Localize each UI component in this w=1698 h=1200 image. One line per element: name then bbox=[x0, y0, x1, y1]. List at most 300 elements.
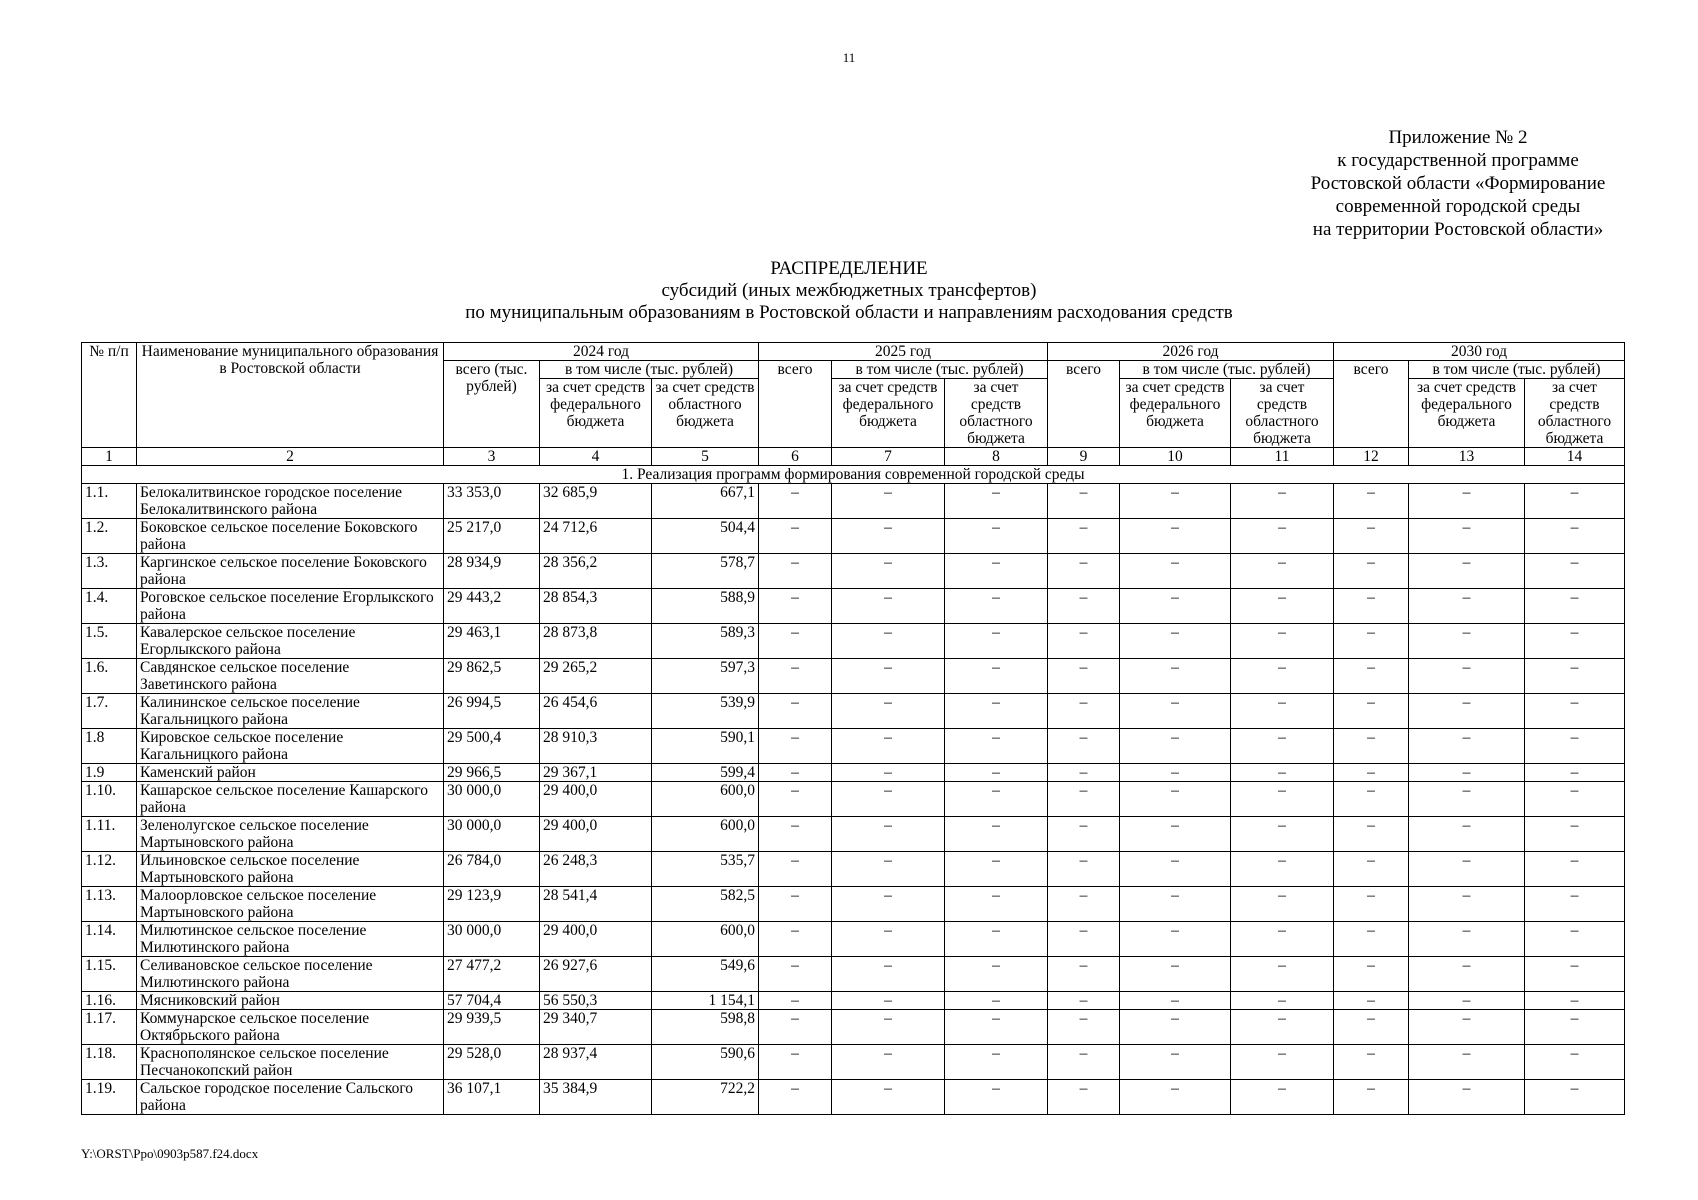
empty-value-dash: – bbox=[1120, 992, 1231, 1010]
regional-2024: 599,4 bbox=[652, 764, 759, 782]
empty-value-dash: – bbox=[1048, 782, 1120, 817]
table-row bbox=[82, 589, 1625, 624]
municipality-name: Милютинское сельское поселение Милютинского района bbox=[137, 922, 444, 957]
header-regional: за счет средств областного бюджета bbox=[1231, 379, 1334, 448]
empty-value-dash: – bbox=[1409, 817, 1525, 852]
table-row bbox=[82, 694, 1625, 729]
empty-value-dash: – bbox=[1231, 484, 1334, 519]
empty-value-dash: – bbox=[832, 694, 945, 729]
federal-2024: 26 454,6 bbox=[540, 694, 652, 729]
empty-value-dash: – bbox=[1409, 519, 1525, 554]
empty-value-dash: – bbox=[1334, 992, 1409, 1010]
municipality-name: Каргинское сельское поселение Боковского района bbox=[137, 554, 444, 589]
empty-value-dash: – bbox=[945, 764, 1048, 782]
empty-value-dash: – bbox=[1120, 922, 1231, 957]
regional-2024: 597,3 bbox=[652, 659, 759, 694]
empty-value-dash: – bbox=[759, 589, 832, 624]
table-row bbox=[82, 852, 1625, 887]
regional-2024: 549,6 bbox=[652, 957, 759, 992]
empty-value-dash: – bbox=[832, 729, 945, 764]
table-row bbox=[82, 1010, 1625, 1045]
empty-value-dash: – bbox=[832, 554, 945, 589]
empty-value-dash: – bbox=[832, 1080, 945, 1115]
empty-value-dash: – bbox=[1525, 729, 1625, 764]
table-row bbox=[82, 957, 1625, 992]
header-year-2026: 2026 год bbox=[1048, 343, 1334, 361]
empty-value-dash: – bbox=[759, 729, 832, 764]
empty-value-dash: – bbox=[1120, 554, 1231, 589]
municipality-name: Сальское городское поселение Сальского района bbox=[137, 1080, 444, 1115]
regional-2024: 539,9 bbox=[652, 694, 759, 729]
empty-value-dash: – bbox=[1525, 589, 1625, 624]
empty-value-dash: – bbox=[945, 887, 1048, 922]
table-row bbox=[82, 992, 1625, 1010]
empty-value-dash: – bbox=[1120, 589, 1231, 624]
table-row bbox=[82, 1045, 1625, 1080]
column-number: 7 bbox=[832, 448, 945, 466]
empty-value-dash: – bbox=[832, 922, 945, 957]
total-2024: 29 463,1 bbox=[444, 624, 540, 659]
total-2024: 29 966,5 bbox=[444, 764, 540, 782]
column-number: 9 bbox=[1048, 448, 1120, 466]
empty-value-dash: – bbox=[1231, 922, 1334, 957]
header-federal: за счет средств федерального бюджета bbox=[1120, 379, 1231, 448]
row-number: 1.14. bbox=[82, 922, 137, 957]
appendix-line: Приложение № 2 bbox=[1388, 127, 1528, 148]
empty-value-dash: – bbox=[1409, 1080, 1525, 1115]
empty-value-dash: – bbox=[1334, 694, 1409, 729]
empty-value-dash: – bbox=[1231, 624, 1334, 659]
empty-value-dash: – bbox=[945, 519, 1048, 554]
empty-value-dash: – bbox=[1409, 589, 1525, 624]
empty-value-dash: – bbox=[1334, 659, 1409, 694]
row-number: 1.8 bbox=[82, 729, 137, 764]
empty-value-dash: – bbox=[759, 764, 832, 782]
row-number: 1.7. bbox=[82, 694, 137, 729]
total-2024: 29 443,2 bbox=[444, 589, 540, 624]
header-col-name: Наименование муниципального образования в Ростовской области bbox=[137, 343, 444, 448]
empty-value-dash: – bbox=[832, 817, 945, 852]
municipality-name: Кашарское сельское поселение Кашарского района bbox=[137, 782, 444, 817]
municipality-name: Савдянское сельское поселение Заветинского района bbox=[137, 659, 444, 694]
table-header bbox=[82, 343, 1625, 466]
empty-value-dash: – bbox=[1334, 817, 1409, 852]
header-regional: за счет средств областного бюджета bbox=[1525, 379, 1625, 448]
empty-value-dash: – bbox=[759, 624, 832, 659]
federal-2024: 28 873,8 bbox=[540, 624, 652, 659]
total-2024: 28 934,9 bbox=[444, 554, 540, 589]
empty-value-dash: – bbox=[1231, 729, 1334, 764]
total-2024: 29 500,4 bbox=[444, 729, 540, 764]
empty-value-dash: – bbox=[1048, 659, 1120, 694]
federal-2024: 28 541,4 bbox=[540, 887, 652, 922]
empty-value-dash: – bbox=[1525, 1080, 1625, 1115]
empty-value-dash: – bbox=[1120, 852, 1231, 887]
empty-value-dash: – bbox=[759, 1080, 832, 1115]
appendix-line: современной городской среды bbox=[1335, 196, 1581, 217]
empty-value-dash: – bbox=[1525, 694, 1625, 729]
column-number: 3 bbox=[444, 448, 540, 466]
empty-value-dash: – bbox=[832, 659, 945, 694]
empty-value-dash: – bbox=[1409, 957, 1525, 992]
empty-value-dash: – bbox=[1525, 764, 1625, 782]
empty-value-dash: – bbox=[1525, 1045, 1625, 1080]
empty-value-dash: – bbox=[1525, 817, 1625, 852]
heading-subtitle: по муниципальным образованиям в Ростовской области и направлениям расходования средств bbox=[465, 302, 1233, 323]
empty-value-dash: – bbox=[1231, 659, 1334, 694]
empty-value-dash: – bbox=[1231, 992, 1334, 1010]
empty-value-dash: – bbox=[1334, 957, 1409, 992]
municipality-name: Ильиновское сельское поселение Мартыновского района bbox=[137, 852, 444, 887]
empty-value-dash: – bbox=[1048, 992, 1120, 1010]
empty-value-dash: – bbox=[1048, 957, 1120, 992]
total-2024: 36 107,1 bbox=[444, 1080, 540, 1115]
empty-value-dash: – bbox=[1409, 729, 1525, 764]
appendix-note bbox=[1288, 126, 1628, 241]
empty-value-dash: – bbox=[1334, 589, 1409, 624]
empty-value-dash: – bbox=[945, 852, 1048, 887]
total-2024: 33 353,0 bbox=[444, 484, 540, 519]
empty-value-dash: – bbox=[759, 957, 832, 992]
empty-value-dash: – bbox=[1231, 1045, 1334, 1080]
empty-value-dash: – bbox=[832, 852, 945, 887]
federal-2024: 29 400,0 bbox=[540, 782, 652, 817]
empty-value-dash: – bbox=[1231, 887, 1334, 922]
empty-value-dash: – bbox=[832, 992, 945, 1010]
empty-value-dash: – bbox=[759, 659, 832, 694]
total-2024: 26 994,5 bbox=[444, 694, 540, 729]
total-2024: 30 000,0 bbox=[444, 922, 540, 957]
empty-value-dash: – bbox=[1525, 852, 1625, 887]
appendix-line: к государственной программе bbox=[1337, 150, 1579, 171]
empty-value-dash: – bbox=[1231, 1080, 1334, 1115]
row-number: 1.16. bbox=[82, 992, 137, 1010]
column-number: 2 bbox=[137, 448, 444, 466]
empty-value-dash: – bbox=[1231, 1010, 1334, 1045]
total-2024: 26 784,0 bbox=[444, 852, 540, 887]
empty-value-dash: – bbox=[1525, 624, 1625, 659]
column-number: 1 bbox=[82, 448, 137, 466]
federal-2024: 32 685,9 bbox=[540, 484, 652, 519]
header-total: всего bbox=[1334, 361, 1409, 448]
column-number: 10 bbox=[1120, 448, 1231, 466]
federal-2024: 24 712,6 bbox=[540, 519, 652, 554]
municipality-name: Селивановское сельское поселение Милютинского района bbox=[137, 957, 444, 992]
table-row bbox=[82, 887, 1625, 922]
empty-value-dash: – bbox=[759, 1045, 832, 1080]
empty-value-dash: – bbox=[1120, 1045, 1231, 1080]
federal-2024: 28 356,2 bbox=[540, 554, 652, 589]
empty-value-dash: – bbox=[1048, 694, 1120, 729]
regional-2024: 535,7 bbox=[652, 852, 759, 887]
column-number: 12 bbox=[1334, 448, 1409, 466]
total-2024: 25 217,0 bbox=[444, 519, 540, 554]
total-2024: 29 862,5 bbox=[444, 659, 540, 694]
empty-value-dash: – bbox=[759, 554, 832, 589]
header-year-2025: 2025 год bbox=[759, 343, 1048, 361]
federal-2024: 29 367,1 bbox=[540, 764, 652, 782]
header-total: всего bbox=[1048, 361, 1120, 448]
empty-value-dash: – bbox=[1231, 852, 1334, 887]
empty-value-dash: – bbox=[945, 694, 1048, 729]
regional-2024: 1 154,1 bbox=[652, 992, 759, 1010]
empty-value-dash: – bbox=[759, 519, 832, 554]
total-2024: 27 477,2 bbox=[444, 957, 540, 992]
empty-value-dash: – bbox=[1409, 1010, 1525, 1045]
row-number: 1.12. bbox=[82, 852, 137, 887]
header-year-2024: 2024 год bbox=[444, 343, 759, 361]
table-row bbox=[82, 659, 1625, 694]
empty-value-dash: – bbox=[1334, 782, 1409, 817]
header-federal: за счет средств федерального бюджета bbox=[832, 379, 945, 448]
empty-value-dash: – bbox=[1120, 887, 1231, 922]
row-number: 1.10. bbox=[82, 782, 137, 817]
empty-value-dash: – bbox=[832, 887, 945, 922]
regional-2024: 590,6 bbox=[652, 1045, 759, 1080]
appendix-line: Ростовской области «Формирование bbox=[1310, 173, 1606, 194]
table-row bbox=[82, 817, 1625, 852]
empty-value-dash: – bbox=[1334, 1010, 1409, 1045]
empty-value-dash: – bbox=[832, 782, 945, 817]
empty-value-dash: – bbox=[1525, 1010, 1625, 1045]
empty-value-dash: – bbox=[1334, 484, 1409, 519]
municipality-name: Белокалитвинское городское поселение Белокалитвинского района bbox=[137, 484, 444, 519]
federal-2024: 29 400,0 bbox=[540, 922, 652, 957]
empty-value-dash: – bbox=[1048, 519, 1120, 554]
federal-2024: 35 384,9 bbox=[540, 1080, 652, 1115]
empty-value-dash: – bbox=[1409, 1045, 1525, 1080]
column-number: 8 bbox=[945, 448, 1048, 466]
header-regional: за счет средств областного бюджета bbox=[945, 379, 1048, 448]
empty-value-dash: – bbox=[1525, 519, 1625, 554]
regional-2024: 578,7 bbox=[652, 554, 759, 589]
empty-value-dash: – bbox=[1409, 992, 1525, 1010]
section-title: 1. Реализация программ формирования современной городской среды bbox=[82, 466, 1625, 484]
empty-value-dash: – bbox=[759, 852, 832, 887]
column-number: 4 bbox=[540, 448, 652, 466]
municipality-name: Роговское сельское поселение Егорлыкского района bbox=[137, 589, 444, 624]
row-number: 1.4. bbox=[82, 589, 137, 624]
empty-value-dash: – bbox=[759, 782, 832, 817]
empty-value-dash: – bbox=[945, 589, 1048, 624]
federal-2024: 28 937,4 bbox=[540, 1045, 652, 1080]
empty-value-dash: – bbox=[832, 519, 945, 554]
empty-value-dash: – bbox=[832, 484, 945, 519]
empty-value-dash: – bbox=[1409, 484, 1525, 519]
empty-value-dash: – bbox=[1409, 922, 1525, 957]
municipality-name: Мясниковский район bbox=[137, 992, 444, 1010]
column-number: 5 bbox=[652, 448, 759, 466]
regional-2024: 600,0 bbox=[652, 922, 759, 957]
table-body bbox=[82, 466, 1625, 1115]
regional-2024: 582,5 bbox=[652, 887, 759, 922]
empty-value-dash: – bbox=[1525, 887, 1625, 922]
row-number: 1.3. bbox=[82, 554, 137, 589]
empty-value-dash: – bbox=[1120, 729, 1231, 764]
empty-value-dash: – bbox=[1120, 659, 1231, 694]
empty-value-dash: – bbox=[1048, 887, 1120, 922]
municipality-name: Зеленолугское сельское поселение Мартыновского района bbox=[137, 817, 444, 852]
empty-value-dash: – bbox=[1048, 484, 1120, 519]
municipality-name: Краснополянское сельское поселение Песчанокопский район bbox=[137, 1045, 444, 1080]
column-number: 11 bbox=[1231, 448, 1334, 466]
empty-value-dash: – bbox=[832, 1045, 945, 1080]
header-including: в том числе (тыс. рублей) bbox=[540, 361, 759, 379]
row-number: 1.18. bbox=[82, 1045, 137, 1080]
empty-value-dash: – bbox=[1120, 957, 1231, 992]
federal-2024: 28 910,3 bbox=[540, 729, 652, 764]
empty-value-dash: – bbox=[1525, 992, 1625, 1010]
federal-2024: 28 854,3 bbox=[540, 589, 652, 624]
file-path-footer: Y:\ORST\Ppo\0903p587.f24.docx bbox=[81, 1146, 259, 1161]
heading-subtitle: субсидий (иных межбюджетных трансфертов) bbox=[661, 280, 1037, 301]
header-including: в том числе (тыс. рублей) bbox=[1409, 361, 1625, 379]
empty-value-dash: – bbox=[1334, 764, 1409, 782]
empty-value-dash: – bbox=[1409, 887, 1525, 922]
empty-value-dash: – bbox=[1120, 694, 1231, 729]
row-number: 1.15. bbox=[82, 957, 137, 992]
total-2024: 29 939,5 bbox=[444, 1010, 540, 1045]
page-number: 11 bbox=[842, 50, 856, 65]
empty-value-dash: – bbox=[1120, 624, 1231, 659]
column-number: 13 bbox=[1409, 448, 1525, 466]
regional-2024: 598,8 bbox=[652, 1010, 759, 1045]
distribution-table bbox=[81, 342, 1625, 1115]
column-number-row bbox=[82, 448, 1625, 466]
empty-value-dash: – bbox=[1231, 519, 1334, 554]
empty-value-dash: – bbox=[1334, 554, 1409, 589]
empty-value-dash: – bbox=[1231, 694, 1334, 729]
federal-2024: 29 400,0 bbox=[540, 817, 652, 852]
table-row bbox=[82, 764, 1625, 782]
municipality-name: Боковское сельское поселение Боковского района bbox=[137, 519, 444, 554]
header-including: в том числе (тыс. рублей) bbox=[1120, 361, 1334, 379]
empty-value-dash: – bbox=[945, 554, 1048, 589]
empty-value-dash: – bbox=[945, 782, 1048, 817]
empty-value-dash: – bbox=[1120, 764, 1231, 782]
empty-value-dash: – bbox=[1231, 589, 1334, 624]
empty-value-dash: – bbox=[1120, 1010, 1231, 1045]
empty-value-dash: – bbox=[945, 1080, 1048, 1115]
header-total: всего bbox=[759, 361, 832, 448]
row-number: 1.13. bbox=[82, 887, 137, 922]
empty-value-dash: – bbox=[1231, 782, 1334, 817]
empty-value-dash: – bbox=[945, 484, 1048, 519]
empty-value-dash: – bbox=[832, 764, 945, 782]
empty-value-dash: – bbox=[1048, 817, 1120, 852]
table-row bbox=[82, 782, 1625, 817]
empty-value-dash: – bbox=[759, 922, 832, 957]
empty-value-dash: – bbox=[1409, 624, 1525, 659]
regional-2024: 589,3 bbox=[652, 624, 759, 659]
header-col-no: № п/п bbox=[82, 343, 137, 448]
row-number: 1.11. bbox=[82, 817, 137, 852]
empty-value-dash: – bbox=[1120, 1080, 1231, 1115]
empty-value-dash: – bbox=[945, 624, 1048, 659]
empty-value-dash: – bbox=[759, 992, 832, 1010]
document-heading bbox=[0, 258, 1698, 324]
empty-value-dash: – bbox=[1120, 782, 1231, 817]
empty-value-dash: – bbox=[1409, 852, 1525, 887]
empty-value-dash: – bbox=[759, 817, 832, 852]
row-number: 1.9 bbox=[82, 764, 137, 782]
appendix-line: на территории Ростовской области» bbox=[1312, 219, 1604, 240]
total-2024: 29 528,0 bbox=[444, 1045, 540, 1080]
municipality-name: Каменский район bbox=[137, 764, 444, 782]
empty-value-dash: – bbox=[945, 659, 1048, 694]
empty-value-dash: – bbox=[1048, 852, 1120, 887]
municipality-name: Калининское сельское поселение Кагальницкого района bbox=[137, 694, 444, 729]
table-row bbox=[82, 554, 1625, 589]
empty-value-dash: – bbox=[1409, 554, 1525, 589]
empty-value-dash: – bbox=[1048, 1045, 1120, 1080]
row-number: 1.17. bbox=[82, 1010, 137, 1045]
empty-value-dash: – bbox=[1334, 1045, 1409, 1080]
regional-2024: 588,9 bbox=[652, 589, 759, 624]
empty-value-dash: – bbox=[759, 887, 832, 922]
total-2024: 30 000,0 bbox=[444, 817, 540, 852]
empty-value-dash: – bbox=[832, 1010, 945, 1045]
federal-2024: 29 265,2 bbox=[540, 659, 652, 694]
empty-value-dash: – bbox=[1048, 1080, 1120, 1115]
federal-2024: 29 340,7 bbox=[540, 1010, 652, 1045]
empty-value-dash: – bbox=[759, 694, 832, 729]
municipality-name: Кировское сельское поселение Кагальницкого района bbox=[137, 729, 444, 764]
empty-value-dash: – bbox=[1048, 624, 1120, 659]
empty-value-dash: – bbox=[1048, 764, 1120, 782]
empty-value-dash: – bbox=[1231, 817, 1334, 852]
empty-value-dash: – bbox=[1525, 484, 1625, 519]
header-year-2030: 2030 год bbox=[1334, 343, 1625, 361]
table-row bbox=[82, 922, 1625, 957]
federal-2024: 56 550,3 bbox=[540, 992, 652, 1010]
empty-value-dash: – bbox=[945, 922, 1048, 957]
empty-value-dash: – bbox=[1409, 694, 1525, 729]
empty-value-dash: – bbox=[945, 957, 1048, 992]
regional-2024: 600,0 bbox=[652, 782, 759, 817]
empty-value-dash: – bbox=[1334, 624, 1409, 659]
empty-value-dash: – bbox=[759, 484, 832, 519]
empty-value-dash: – bbox=[1120, 519, 1231, 554]
header-total: всего (тыс. рублей) bbox=[444, 361, 540, 448]
empty-value-dash: – bbox=[945, 1045, 1048, 1080]
table-row bbox=[82, 519, 1625, 554]
header-federal: за счет средств федерального бюджета bbox=[540, 379, 652, 448]
empty-value-dash: – bbox=[1525, 782, 1625, 817]
empty-value-dash: – bbox=[832, 624, 945, 659]
empty-value-dash: – bbox=[1048, 922, 1120, 957]
row-number: 1.2. bbox=[82, 519, 137, 554]
empty-value-dash: – bbox=[1334, 852, 1409, 887]
empty-value-dash: – bbox=[945, 729, 1048, 764]
empty-value-dash: – bbox=[1334, 519, 1409, 554]
empty-value-dash: – bbox=[1334, 887, 1409, 922]
empty-value-dash: – bbox=[832, 589, 945, 624]
table-row bbox=[82, 1080, 1625, 1115]
empty-value-dash: – bbox=[1231, 764, 1334, 782]
empty-value-dash: – bbox=[1048, 1010, 1120, 1045]
empty-value-dash: – bbox=[1334, 1080, 1409, 1115]
empty-value-dash: – bbox=[945, 817, 1048, 852]
row-number: 1.19. bbox=[82, 1080, 137, 1115]
section-row bbox=[82, 466, 1625, 484]
regional-2024: 667,1 bbox=[652, 484, 759, 519]
empty-value-dash: – bbox=[1048, 589, 1120, 624]
empty-value-dash: – bbox=[1409, 782, 1525, 817]
total-2024: 30 000,0 bbox=[444, 782, 540, 817]
federal-2024: 26 248,3 bbox=[540, 852, 652, 887]
municipality-name: Коммунарское сельское поселение Октябрьского района bbox=[137, 1010, 444, 1045]
